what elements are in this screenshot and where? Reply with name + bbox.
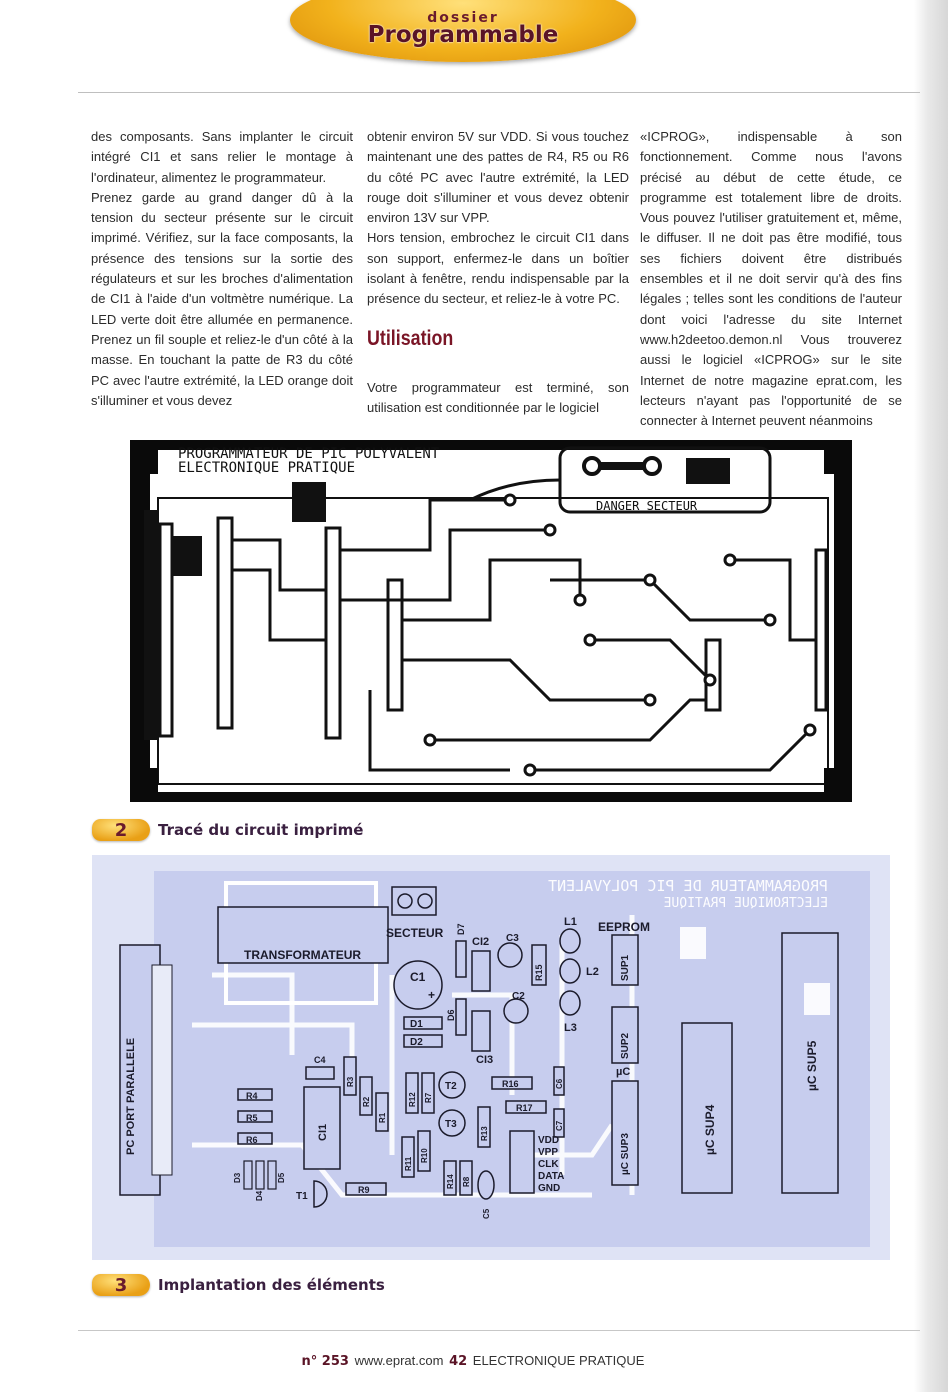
section-badge [290, 0, 636, 62]
paragraph: Hors tension, embrochez le circuit CI1 dans son support, enfermez-le dans un boîtier isolant à fenêtre, rendu indispensable par la présence du secteur, et reliez-le à votre PC. [367, 230, 629, 307]
figure-caption-text: Implantation des éléments [158, 1276, 385, 1294]
label-r10: R10 [420, 1148, 429, 1163]
footer-page-number: 42 [449, 1354, 468, 1369]
label-eeprom: EEPROM [598, 920, 651, 934]
footer-magazine: ELECTRONIQUE PRATIQUE [472, 1353, 645, 1368]
mirrored-title-line-1: PROGRAMMATEUR DE PIC POLYVALENT [548, 877, 828, 895]
figure-caption-text: Tracé du circuit imprimé [158, 821, 364, 839]
figure-number-badge: 2 [92, 819, 150, 841]
figure-2-caption [92, 818, 363, 842]
label-c2: C2 [512, 991, 525, 1002]
label-clk: CLK [538, 1159, 559, 1170]
paragraph: obtenir environ 5V sur VDD. Si vous touchez maintenant une des pattes de R4, R5 ou R6 du côté PC avec l'autre extrémité, la LED rouge doit s'illuminer et vous devez obtenir environ 13V sur VPP. [367, 129, 629, 226]
footer-issue: n° 253 [301, 1354, 349, 1369]
label-r1: R1 [378, 1112, 387, 1123]
label-sup2: SUP2 [620, 1032, 631, 1059]
label-gnd: GND [538, 1183, 561, 1194]
label-secteur: SECTEUR [386, 926, 444, 940]
label-d2: D2 [410, 1037, 423, 1048]
page-edge [914, 0, 948, 1392]
component-layout-figure [92, 855, 890, 1260]
label-uc-sup5: µC SUP5 [805, 1040, 819, 1091]
pcb-title-line-1: PROGRAMMATEUR DE PIC POLYVALENT [178, 446, 440, 462]
label-d5: D5 [277, 1172, 286, 1183]
label-l2: L2 [586, 966, 599, 978]
pcb-trace-figure [130, 440, 852, 802]
footer-rule [78, 1330, 920, 1331]
label-c4: C4 [314, 1055, 326, 1065]
label-r4: R4 [246, 1091, 258, 1101]
label-uc: µC [616, 1066, 631, 1078]
label-d7: D7 [456, 923, 466, 935]
label-t2: T2 [445, 1081, 457, 1092]
paragraph: «ICPROG», indispensable à son fonctionnement. Comme nous l'avons précisé au début de cette étude, ce programme est totalement libre de droits. Vous pouvez l'utiliser gratuitement et, même, le diffuser. Il ne doit pas être modifié, tous ses fichiers doivent être distribués ensembles et il ne doit servir qu'à des fins légales ; telles sont les conditions de l'auteur dont voici l'adresse du site Internet www.h2deetoo.demon.nl Vous trouverez aussi le logiciel «ICPROG» sur le site Internet de notre magazine eprat.com, les lecteurs n'ayant pas l'opportunité de se connecter à Internet peuvent néanmoins [640, 129, 902, 429]
figure-number-badge: 3 [92, 1274, 150, 1296]
section-heading: Utilisation [367, 326, 454, 350]
paragraph: des composants. Sans implanter le circuit intégré CI1 et sans relier le montage à l'ordinateur, alimentez le programmateur. [91, 129, 353, 185]
label-uc-sup3: µC SUP3 [620, 1133, 631, 1175]
paragraph: Prenez garde au grand danger dû à la tension du secteur présente sur le circuit imprimé. Vérifiez, sur la face composants, la présence des tensions sur la sortie des régulateurs et sur les broches d'alimentation de CI1 à l'aide d'un voltmètre numérique. La LED verte doit être allumée en permanence. Prenez un fil souple et reliez-le d'un côté à la masse. En touchant la patte de R3 du côté PC avec l'autre extrémité, la LED orange doit s'illuminer et vous devez [91, 189, 353, 408]
label-r12: R12 [408, 1092, 417, 1107]
label-r7: R7 [424, 1092, 433, 1103]
label-r8: R8 [462, 1176, 471, 1187]
label-t1: T1 [296, 1191, 308, 1202]
label-vdd: VDD [538, 1135, 560, 1146]
text-column-2 [367, 127, 629, 418]
label-pc-port: PC PORT PARALLELE [125, 1037, 137, 1155]
label-uc-sup4: µC SUP4 [703, 1104, 717, 1155]
label-sup1: SUP1 [620, 954, 631, 981]
label-l1: L1 [564, 916, 577, 928]
label-c1: C1 [410, 970, 426, 984]
label-c3: C3 [506, 933, 519, 944]
header-rule [78, 92, 920, 93]
figure-3-caption [92, 1273, 385, 1297]
label-c5: C5 [482, 1208, 491, 1219]
label-r14: R14 [446, 1174, 455, 1189]
page-footer [0, 1353, 948, 1369]
section-kicker: dossier [427, 10, 499, 26]
label-d1: D1 [410, 1019, 423, 1030]
label-c6: C6 [555, 1078, 564, 1089]
label-r2: R2 [362, 1096, 371, 1107]
text-column-1 [91, 127, 353, 411]
label-c1-plus: + [428, 988, 436, 1002]
section-title: Programmable [367, 22, 559, 48]
label-l3: L3 [564, 1022, 577, 1034]
label-c7: C7 [555, 1120, 564, 1131]
label-ci2: CI2 [472, 936, 490, 948]
label-r9: R9 [358, 1185, 370, 1195]
paragraph: Votre programmateur est terminé, son utilisation est conditionnée par le logiciel [367, 379, 629, 415]
pcb-warning: DANGER SECTEUR [596, 499, 698, 513]
label-d3: D3 [233, 1172, 242, 1183]
label-r5: R5 [246, 1113, 258, 1123]
label-data: DATA [538, 1171, 565, 1182]
label-ci3: CI3 [476, 1054, 494, 1066]
label-r16: R16 [502, 1079, 519, 1089]
label-t3: T3 [445, 1119, 457, 1130]
label-vpp: VPP [538, 1147, 559, 1158]
label-r15: R15 [534, 964, 544, 981]
label-transformateur: TRANSFORMATEUR [244, 948, 362, 962]
label-r3: R3 [346, 1076, 355, 1087]
footer-site: www.eprat.com [354, 1353, 444, 1368]
label-ci1: CI1 [317, 1123, 329, 1141]
mirrored-title-line-2: ELECTRONIQUE PRATIQUE [663, 896, 828, 911]
label-d4: D4 [255, 1190, 264, 1201]
label-r17: R17 [516, 1103, 533, 1113]
label-d6: D6 [446, 1009, 456, 1021]
label-r13: R13 [480, 1126, 489, 1141]
text-column-3 [640, 127, 902, 431]
label-r6: R6 [246, 1135, 258, 1145]
pcb-title-line-2: ELECTRONIQUE PRATIQUE [178, 460, 356, 476]
label-r11: R11 [404, 1156, 413, 1171]
